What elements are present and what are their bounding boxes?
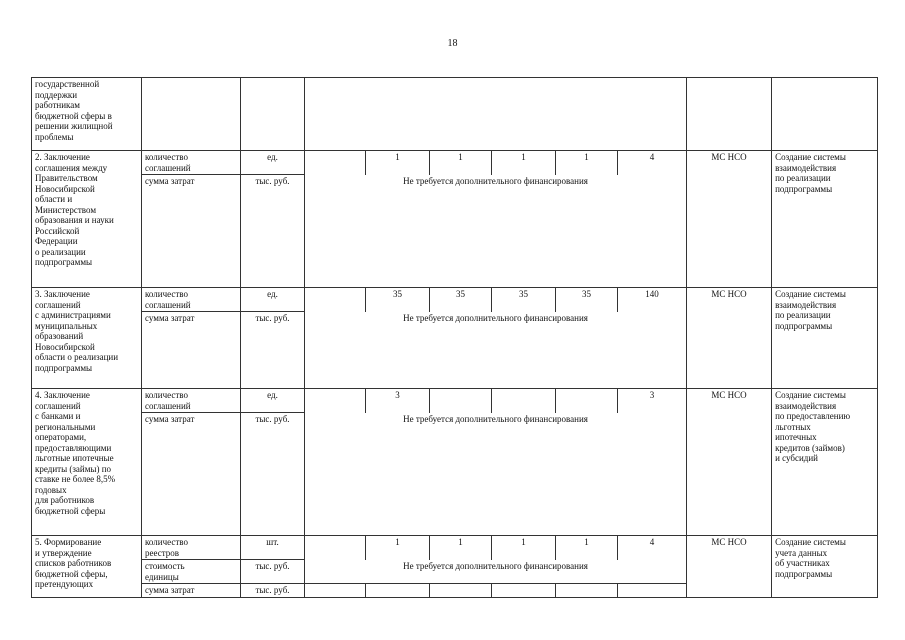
value-cell: 35 bbox=[366, 288, 430, 312]
activity-name: 3. Заключение соглашений с администрациями муниципальных образований Новосибирской области о реализации подпрограммы bbox=[32, 288, 142, 389]
executor: МС НСО bbox=[687, 288, 772, 389]
activity-name: государственной поддержки работникам бюджетной сферы в решении жилищной проблемы bbox=[32, 78, 142, 151]
expected-result: Создание системы взаимодействия по предоставлению льготных ипотечных кредитов (займов) и субсидий bbox=[772, 389, 878, 536]
indicator-name: сумма затрат bbox=[142, 413, 241, 536]
activity-name: 4. Заключение соглашений с банками и региональными операторами, предоставляющими льготные ипотечные кредиты (займы) по ставке не более 8,5% годовых для работников бюджетной сферы bbox=[32, 389, 142, 536]
unit: ед. bbox=[241, 389, 305, 413]
value-cell: 35 bbox=[492, 288, 556, 312]
indicator-name: количество соглашений bbox=[142, 151, 241, 175]
value-cell: 1 bbox=[492, 536, 556, 560]
unit: шт. bbox=[241, 536, 305, 560]
unit: тыс. руб. bbox=[241, 312, 305, 389]
value-total: 4 bbox=[618, 536, 687, 560]
value-cell: 35 bbox=[556, 288, 618, 312]
value-cell: 1 bbox=[366, 536, 430, 560]
indicator-name: количество соглашений bbox=[142, 389, 241, 413]
table-row bbox=[32, 78, 878, 151]
unit: ед. bbox=[241, 151, 305, 175]
value-cell: 3 bbox=[366, 389, 430, 413]
unit: тыс. руб. bbox=[241, 413, 305, 536]
financing-note: Не требуется дополнительного финансирования bbox=[305, 175, 687, 288]
unit: тыс. руб. bbox=[241, 175, 305, 288]
value-cell: 1 bbox=[492, 151, 556, 175]
indicator-name: количество реестров bbox=[142, 536, 241, 560]
value-cell: 1 bbox=[556, 536, 618, 560]
indicator-name: стоимость единицы bbox=[142, 560, 241, 584]
value-cell: 1 bbox=[556, 151, 618, 175]
value-cell: 1 bbox=[430, 151, 492, 175]
expected-result: Создание системы взаимодействия по реализации подпрограммы bbox=[772, 288, 878, 389]
value-cell: 1 bbox=[366, 151, 430, 175]
financing-note: Не требуется дополнительного финансирования bbox=[305, 312, 687, 389]
activity-name: 2. Заключение соглашения между Правительством Новосибирской области и Министерством образования и науки Российской Федерации о реализации подпрограммы bbox=[32, 151, 142, 288]
value-total: 4 bbox=[618, 151, 687, 175]
value-cell: 35 bbox=[430, 288, 492, 312]
value-cell bbox=[556, 389, 618, 413]
executor: МС НСО bbox=[687, 389, 772, 536]
table-row bbox=[32, 536, 878, 560]
expected-result: Создание системы учета данных об участниках подпрограммы bbox=[772, 536, 878, 598]
page-number: 18 bbox=[447, 38, 458, 49]
activity-name: 5. Формирование и утверждение списков работников бюджетной сферы, претендующих bbox=[32, 536, 142, 598]
value-cell: 1 bbox=[430, 536, 492, 560]
table-row bbox=[32, 288, 878, 312]
financing-note: Не требуется дополнительного финансирования bbox=[305, 560, 687, 584]
table-row bbox=[32, 389, 878, 413]
executor: МС НСО bbox=[687, 151, 772, 288]
unit: тыс. руб. bbox=[241, 560, 305, 584]
indicator-name: количество соглашений bbox=[142, 288, 241, 312]
indicator-name: сумма затрат bbox=[142, 175, 241, 288]
value-cell bbox=[492, 389, 556, 413]
executor: МС НСО bbox=[687, 536, 772, 598]
unit: ед. bbox=[241, 288, 305, 312]
value-cell bbox=[430, 389, 492, 413]
indicator-name: сумма затрат bbox=[142, 312, 241, 389]
unit: тыс. руб. bbox=[241, 584, 305, 598]
value-total: 3 bbox=[618, 389, 687, 413]
table-row bbox=[32, 151, 878, 175]
indicator-name: сумма затрат bbox=[142, 584, 241, 598]
expected-result: Создание системы взаимодействия по реализации подпрограммы bbox=[772, 151, 878, 288]
financing-note: Не требуется дополнительного финансирования bbox=[305, 413, 687, 536]
program-activities-table bbox=[31, 77, 878, 598]
value-total: 140 bbox=[618, 288, 687, 312]
